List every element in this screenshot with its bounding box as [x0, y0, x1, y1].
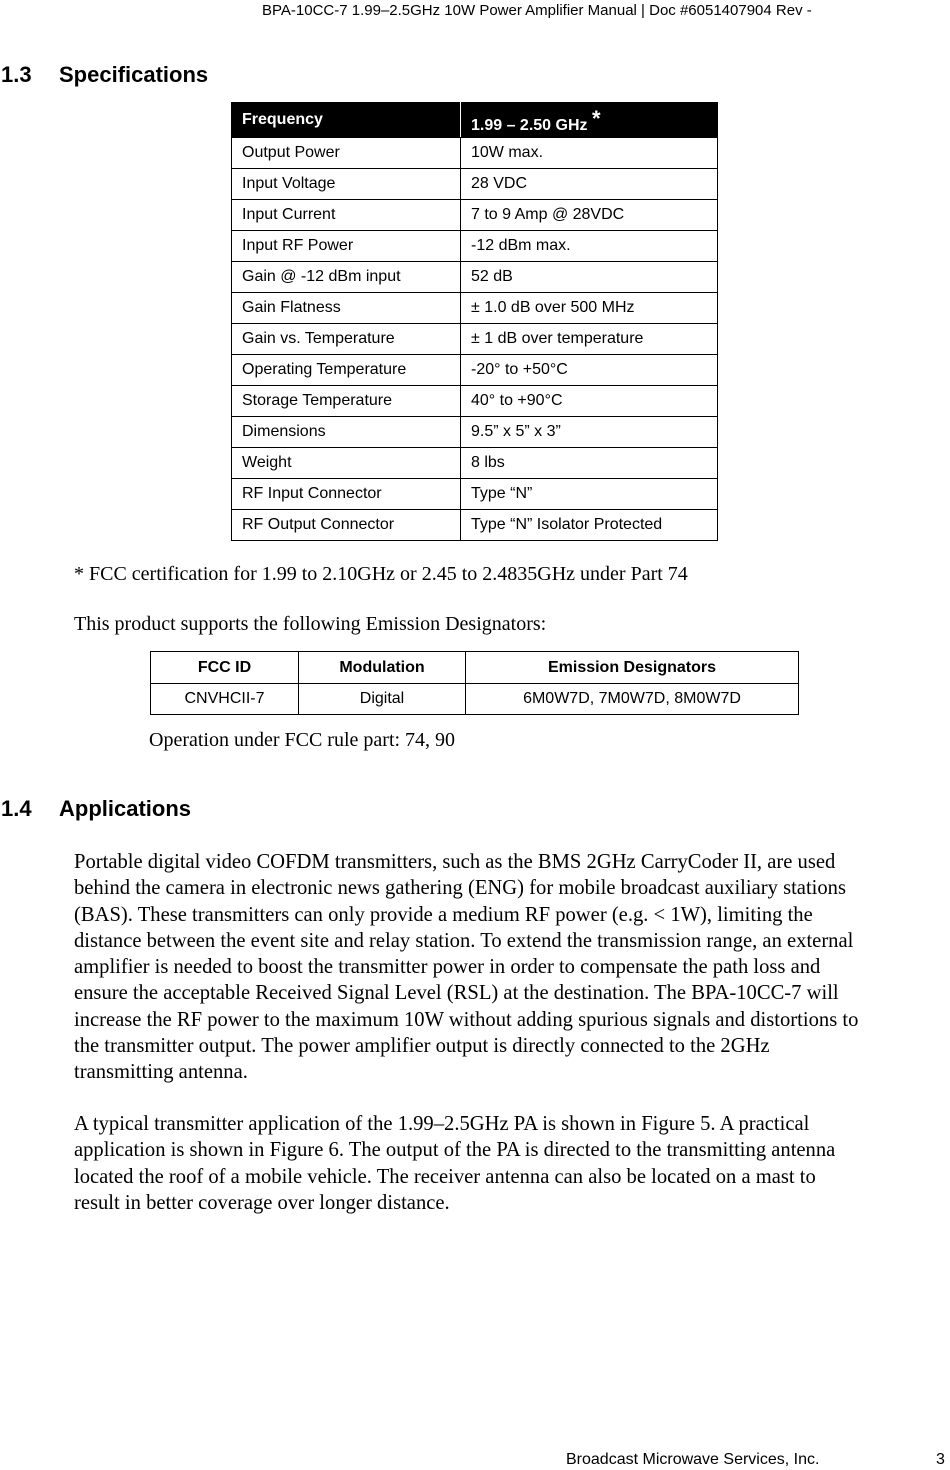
spec-label: RF Output Connector: [232, 510, 461, 541]
footnote-mark: *: [591, 105, 601, 131]
spec-value: 52 dB: [461, 262, 718, 293]
table-row: [232, 138, 718, 169]
table-row: [232, 479, 718, 510]
table-row: [232, 200, 718, 231]
paragraph-line: (BAS). These transmitters can only provide a medium RF power (e.g. < 1W), limiting the: [74, 903, 813, 926]
table-row: [232, 355, 718, 386]
spec-label: Input RF Power: [232, 231, 461, 262]
paragraph-line: transmitting antenna.: [74, 1061, 248, 1084]
specifications-table: [231, 102, 718, 541]
spec-value: Type “N”: [461, 479, 718, 510]
spec-label: Operating Temperature: [232, 355, 461, 386]
table-row: [151, 684, 799, 715]
table-row: [232, 262, 718, 293]
paragraph-line: application is shown in Figure 6. The output of the PA is directed to the transmitting antenna: [74, 1139, 836, 1162]
spec-value: ± 1 dB over temperature: [461, 324, 718, 355]
emission-header-row: [151, 652, 799, 684]
col-fcc-id: FCC ID: [151, 652, 299, 684]
table-row: [232, 231, 718, 262]
section-heading-applications: [1, 796, 191, 822]
spec-label: Input Voltage: [232, 169, 461, 200]
spec-label: Weight: [232, 448, 461, 479]
spec-value: 40° to +90°C: [461, 386, 718, 417]
spec-label: Gain Flatness: [232, 293, 461, 324]
spec-value: 10W max.: [461, 138, 718, 169]
spec-value: -20° to +50°C: [461, 355, 718, 386]
table-row: [232, 448, 718, 479]
paragraph-line: amplifier is needed to boost the transmitter power in order to compensate the path loss and: [74, 956, 821, 979]
spec-value: 28 VDC: [461, 169, 718, 200]
spec-value: 8 lbs: [461, 448, 718, 479]
section-heading-specifications: [1, 62, 208, 88]
paragraph-line: A typical transmitter application of the 1.99–2.5GHz PA is shown in Figure 5. A practical: [74, 1113, 810, 1135]
table-row: [232, 417, 718, 448]
spec-header-label: Frequency: [232, 103, 461, 138]
spec-label: RF Input Connector: [232, 479, 461, 510]
spec-label: Input Current: [232, 200, 461, 231]
paragraph-line: behind the camera in electronic news gathering (ENG) for mobile broadcast auxiliary stations: [74, 877, 846, 900]
emission-designators-cell: 6M0W7D, 7M0W7D, 8M0W7D: [466, 684, 799, 715]
paragraph-line: Portable digital video COFDM transmitters, such as the BMS 2GHz CarryCoder II, are used: [74, 851, 836, 873]
spec-label: Gain @ -12 dBm input: [232, 262, 461, 293]
spec-label: Dimensions: [232, 417, 461, 448]
spec-value: -12 dBm max.: [461, 231, 718, 262]
emission-intro: This product supports the following Emission Designators:: [74, 613, 547, 635]
spec-value: 7 to 9 Amp @ 28VDC: [461, 200, 718, 231]
section-title: Specifications: [59, 62, 209, 87]
applications-paragraph-1: [74, 849, 950, 1086]
frequency-value: 1.99 – 2.50 GHz: [471, 116, 588, 134]
modulation-cell: Digital: [299, 684, 466, 715]
table-row: [232, 386, 718, 417]
paragraph-line: increase the RF power to the maximum 10W without adding spurious signals and distortions to: [74, 1008, 859, 1031]
paragraph-line: result in better coverage over longer distance.: [74, 1191, 450, 1214]
spec-header-row: [232, 103, 718, 138]
table-row: [232, 293, 718, 324]
col-modulation: Modulation: [299, 652, 466, 684]
emission-designators-table: [150, 651, 799, 715]
fcc-rule-part: Operation under FCC rule part: 74, 90: [149, 729, 456, 751]
paragraph-line: ensure the acceptable Received Signal Level (RSL) at the destination. The BPA-10CC-7 will: [74, 982, 839, 1005]
spec-value: 9.5” x 5” x 3”: [461, 417, 718, 448]
page-header: BPA-10CC-7 1.99–2.5GHz 10W Power Amplifier Manual | Doc #6051407904 Rev -: [262, 2, 812, 19]
col-emission-designators: Emission Designators: [466, 652, 799, 684]
spec-label: Output Power: [232, 138, 461, 169]
page-number: 3: [936, 1451, 945, 1468]
applications-paragraph-2: [74, 1111, 950, 1216]
paragraph-line: the transmitter output. The power amplifier output is directly connected to the 2GHz: [74, 1035, 770, 1058]
spec-value: Type “N” Isolator Protected: [461, 510, 718, 541]
paragraph-line: distance between the event site and relay station. To extend the transmission range, an external: [74, 929, 854, 952]
paragraph-line: located the roof of a mobile vehicle. The receiver antenna can also be located on a mast to: [74, 1165, 816, 1188]
spec-label: Storage Temperature: [232, 386, 461, 417]
fcc-id-cell: CNVHCII-7: [151, 684, 299, 715]
section-number: 1.4: [1, 796, 32, 821]
spec-header-value: [461, 103, 718, 138]
footer-company: Broadcast Microwave Services, Inc.: [566, 1451, 820, 1468]
table-row: [232, 510, 718, 541]
spec-value: ± 1.0 dB over 500 MHz: [461, 293, 718, 324]
section-number: 1.3: [1, 62, 32, 87]
fcc-certification-note: * FCC certification for 1.99 to 2.10GHz or 2.45 to 2.4835GHz under Part 74: [74, 563, 688, 585]
table-row: [232, 169, 718, 200]
spec-label: Gain vs. Temperature: [232, 324, 461, 355]
section-title: Applications: [59, 796, 192, 821]
table-row: [232, 324, 718, 355]
